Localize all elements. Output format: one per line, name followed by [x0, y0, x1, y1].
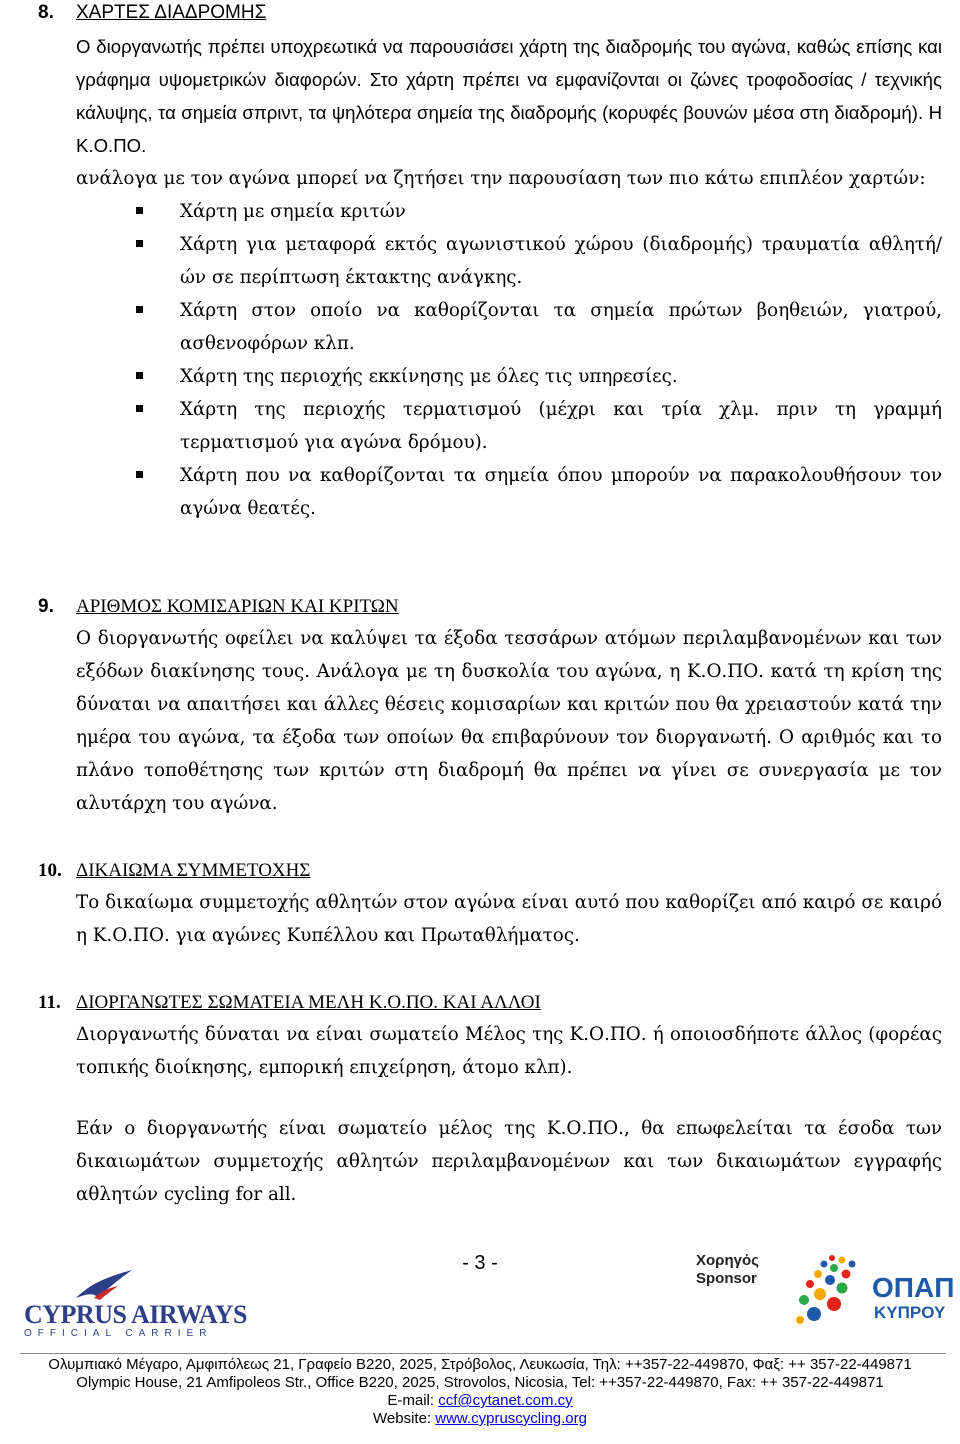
- section-title: ΧΑΡΤΕΣ ΔΙΑΔΡΟΜΗΣ: [76, 2, 267, 23]
- paragraph: ανάλογα με τον αγώνα μπορεί να ζητήσει την παρουσίαση των πιο κάτω επιπλέον χαρτών:: [76, 168, 926, 189]
- bird-icon: [74, 1268, 134, 1302]
- bullet-square-icon: [136, 372, 143, 379]
- footer-divider: [20, 1353, 946, 1354]
- paragraph: Διοργανωτής δύναται να είναι σωματείο Μέλος της Κ.Ο.ΠΟ. ή οποιοσδήποτε άλλος (φορέας τοπικής διοίκησης, εμπορική επιχείρηση, άτομο κλπ).: [76, 1024, 942, 1078]
- cyprus-airways-logo: [20, 1268, 250, 1346]
- website-label: Website:: [373, 1410, 432, 1427]
- paragraph: Ο διοργανωτής πρέπει υποχρεωτικά να παρουσιάσει χάρτη της διαδρομής του αγώνα, καθώς επίσης και γράφημα υψομετρικών διαφορών. Στο χάρτη πρέπει να εμφανίζονται οι ζώνες τροφοδοσίας / τεχνικής κάλυψης, τα σημεία σπριντ, τα ψηλότερα σημεία της διαδρομής (κορυφές βουνών μέσα στη διαδρομή). Η Κ.Ο.ΠΟ.: [76, 36, 942, 156]
- bullet-list: [76, 195, 942, 525]
- section-heading: [38, 858, 942, 882]
- list-item: Χάρτη της περιοχής τερματισμού (μέχρι και τρία χλμ. πριν τη γραμμή τερματισμού για αγώνα δρόμου).: [76, 393, 942, 459]
- section-number: 11.: [38, 992, 61, 1013]
- email-link[interactable]: ccf@cytanet.com.cy: [438, 1392, 573, 1409]
- section-number: 8.: [38, 2, 54, 23]
- sponsor-label-english: Sponsor: [696, 1270, 757, 1287]
- list-item: Χάρτη με σημεία κριτών: [76, 195, 942, 228]
- section-heading: [38, 0, 942, 24]
- bullet-square-icon: [136, 405, 143, 412]
- bullet-square-icon: [136, 471, 143, 478]
- sponsor-label-greek: Χορηγός: [696, 1252, 759, 1269]
- section-10: [38, 858, 942, 952]
- section-body: [76, 1018, 942, 1211]
- list-item: Χάρτη που να καθορίζονται τα σημεία όπου μπορούν να παρακολουθήσουν τον αγώνα θεατές.: [76, 459, 942, 525]
- paragraph: Ο διοργανωτής οφείλει να καλύψει τα έξοδα τεσσάρων ατόμων περιλαμβανομένων και των εξόδων διακίνησης τους. Ανάλογα με τη δυσκολία του αγώνα, η Κ.Ο.ΠΟ. κατά τη κρίση της δύναται να απαιτήσει και άλλες θέσεις κομισαρίων και κριτών που θα χρειαστούν κατά την ημέρα του αγώνα, τα έξοδα των οποίων θα επιβαρύνουν τον διοργανωτή. Ο αριθμός και το πλάνο τοποθέτησης των κριτών στη διαδρομή θα πρέπει να γίνει σε συνεργασία με τον αλυτάρχη του αγώνα.: [76, 628, 942, 814]
- opap-logo: [796, 1254, 955, 1332]
- website-link[interactable]: www.cypruscycling.org: [435, 1410, 587, 1427]
- section-body: [76, 886, 942, 952]
- section-number: 10.: [38, 860, 62, 881]
- email-label: E-mail:: [387, 1392, 435, 1409]
- paragraph: Το δικαίωμα συμμετοχής αθλητών στον αγώνα είναι αυτό που καθορίζει από καιρό σε καιρό η Κ.Ο.ΠΟ. για αγώνες Κυπέλλου και Πρωταθλήματος.: [76, 892, 942, 946]
- section-body: [76, 30, 942, 525]
- footer-website-line: [0, 1410, 960, 1428]
- section-title: ΔΙΟΡΓΑΝΩΤΕΣ ΣΩΜΑΤΕΙΑ ΜΕΛΗ Κ.Ο.ΠΟ. ΚΑΙ ΑΛΛΟΙ: [76, 992, 541, 1013]
- list-item: Χάρτη στον οποίο να καθορίζονται τα σημεία πρώτων βοηθειών, γιατρού, ασθενοφόρων κλπ.: [76, 294, 942, 360]
- list-item: Χάρτη για μεταφορά εκτός αγωνιστικού χώρου (διαδρομής) τραυματία αθλητή/ών σε περίπτωση έκτακτης ανάγκης.: [76, 228, 942, 294]
- section-heading: [38, 990, 942, 1014]
- sponsor-label: [696, 1252, 776, 1288]
- cyprus-airways-tagline: OFFICIAL CARRIER: [24, 1328, 213, 1339]
- bullet-square-icon: [136, 207, 143, 214]
- bullet-square-icon: [136, 306, 143, 313]
- section-body: [76, 622, 942, 820]
- footer-address-english: Olympic House, 21 Amfipoleos Str., Office B220, 2025, Strovolos, Nicosia, Tel: ++357-22-449870, Fax: ++ 357-22-449871: [76, 1374, 884, 1391]
- paragraph: Εάν ο διοργανωτής είναι σωματείο μέλος της Κ.Ο.ΠΟ., θα επωφελείται τα έσοδα των δικαιωμάτων συμμετοχής αθλητών περιλαμβανομένων και των δικαιωμάτων εγγραφής αθλητών cycling for all.: [76, 1118, 942, 1205]
- section-8: [38, 0, 942, 525]
- section-9: [38, 594, 942, 820]
- section-11: [38, 990, 942, 1211]
- opap-wordmark: ΟΠΑΠ: [872, 1272, 955, 1303]
- section-title: ΑΡΙΘΜΟΣ ΚΟΜΙΣΑΡΙΩΝ ΚΑΙ ΚΡΙΤΩΝ: [76, 596, 399, 617]
- opap-subtitle: ΚΥΠΡΟΥ: [874, 1303, 946, 1322]
- page-number: - 3 -: [462, 1252, 498, 1274]
- section-heading: [38, 594, 942, 618]
- section-number: 9.: [38, 596, 54, 617]
- list-item: Χάρτη της περιοχής εκκίνησης με όλες τις υπηρεσίες.: [76, 360, 942, 393]
- cyprus-airways-brand: CYPRUS AIRWAYS: [24, 1300, 248, 1329]
- footer: [0, 1356, 960, 1428]
- footer-email-line: [0, 1392, 960, 1410]
- section-title: ΔΙΚΑΙΩΜΑ ΣΥΜΜΕΤΟΧΗΣ: [76, 860, 311, 881]
- bullet-square-icon: [136, 240, 143, 247]
- footer-address-greek: Ολυμπιακό Μέγαρο, Αμφιπόλεως 21, Γραφείο Β220, 2025, Στρόβολος, Λευκωσία, Τηλ: ++357-22-449870, Φαξ: ++ 357-22-449871: [48, 1356, 912, 1373]
